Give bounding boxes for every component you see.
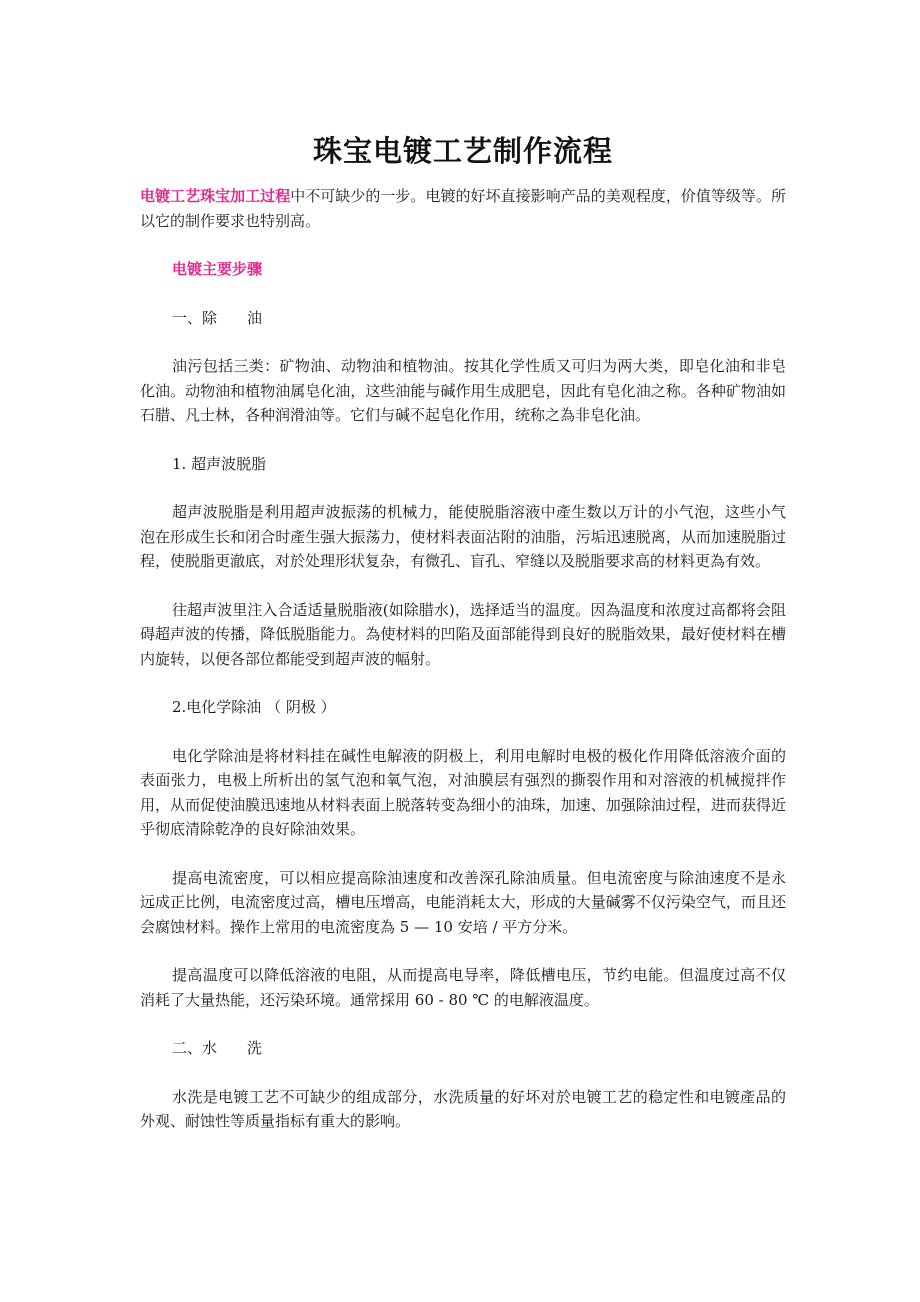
document-page	[140, 128, 786, 1158]
sub1-paragraph-1: 超声波脱脂是利用超声波振荡的机械力，能使脱脂溶液中產生数以万计的小气泡，这些小气泡在形成生长和闭合时產生强大振荡力，使材料表面沾附的油脂，污垢迅速脱离，从而加速脱脂过程，使脱脂更澈底，对於处理形状复杂，有微孔、盲孔、窄缝以及脱脂要求高的材料更為有效。	[140, 503, 786, 570]
sub2-paragraph-3: 提高温度可以降低溶液的电阻，从而提高电导率，降低槽电压，节约电能。但温度过高不仅消耗了大量热能，还污染环境。通常採用 60 - 80 ℃ 的电解液温度。	[140, 966, 786, 1009]
sub2-paragraph-2: 提高电流密度，可以相应提高除油速度和改善深孔除油质量。但电流密度与除油速度不是永远成正比例，电流密度过高，槽电压增高，电能消耗太大，形成的大量碱雾不仅污染空气，而且还会腐蚀材料。操作上常用的电流密度為 5 — 10 安培 / 平方分米。	[140, 868, 786, 936]
step1-heading: 一、除 油	[172, 308, 263, 327]
step1-paragraph: 油污包括三类：矿物油、动物油和植物油。按其化学性质又可归为两大类，即皂化油和非皂化油。动物油和植物油属皂化油，这些油能与碱作用生成肥皂，因此有皂化油之称。各种矿物油如石腊、凡士林，各种润滑油等。它们与碱不起皂化作用，统称之為非皂化油。	[140, 357, 786, 424]
sub2-heading: 2.电化学除油 （ 阴极 ）	[172, 698, 336, 716]
page-title: 珠宝电镀工艺制作流程	[312, 134, 613, 168]
intro-link[interactable]: 电镀工艺珠宝加工过程	[140, 187, 291, 205]
step2-paragraph: 水洗是电镀工艺不可缺少的组成部分，水洗质量的好坏对於电镀工艺的稳定性和电镀產品的外观、耐蚀性等质量指标有重大的影响。	[140, 1087, 786, 1130]
sub1-heading: 1. 超声波脱脂	[172, 454, 267, 473]
step2-heading: 二、水 洗	[172, 1039, 263, 1057]
sub1-paragraph-2: 往超声波里注入合适适量脱脂液(如除腊水)，选择适当的温度。因為温度和浓度过高都将会阻碍超声波的传播，降低脱脂能力。為使材料的凹陷及面部能得到良好的脱脂效果，最好使材料在槽内旋转，以便各部位都能受到超声波的幅射。	[140, 600, 786, 668]
sub2-paragraph-1: 电化学除油是将材料挂在碱性电解液的阴极上，利用电解时电极的极化作用降低溶液介面的表面张力，电极上所析出的氢气泡和氧气泡，对油膜层有强烈的撕裂作用和对溶液的机械搅拌作用，从而促使油膜迅速地从材料表面上脱落转变為细小的油珠，加速、加强除油过程，进而获得近乎彻底清除乾净的良好除油效果。	[140, 746, 786, 838]
intro-text: 中不可缺少的一步。电镀的好坏直接影响产品的美观程度，价值等级等。所以它的制作要求也特别高。	[140, 187, 786, 230]
section-heading: 电镀主要步骤	[172, 260, 263, 278]
intro-paragraph	[140, 184, 786, 233]
